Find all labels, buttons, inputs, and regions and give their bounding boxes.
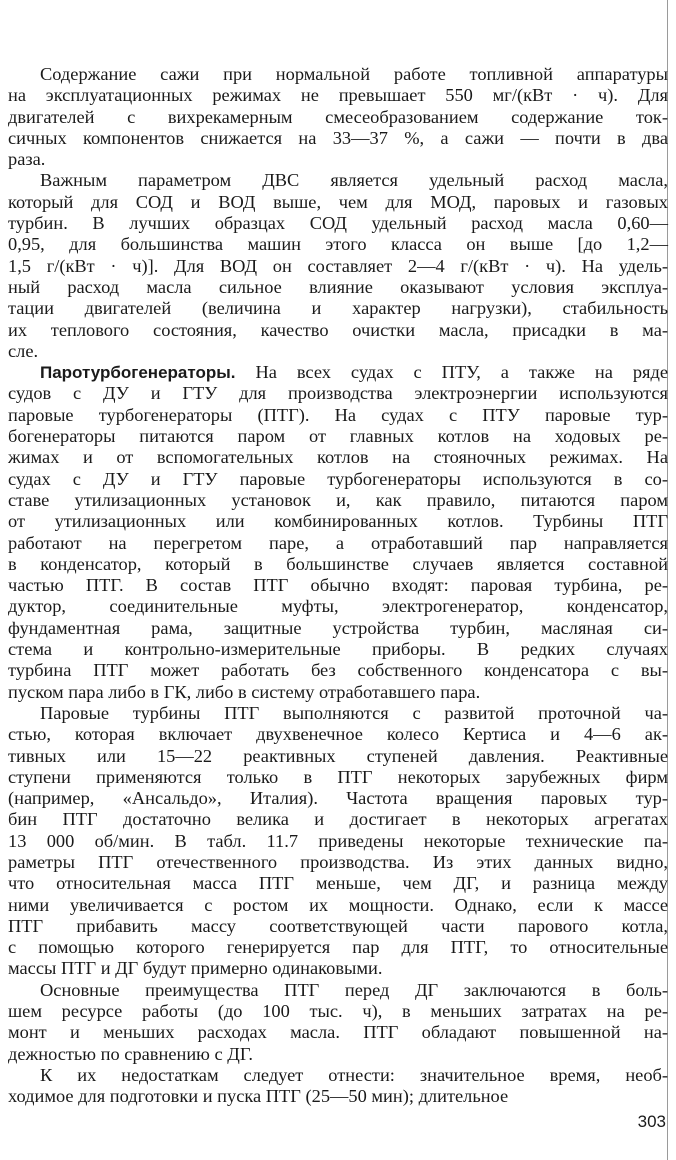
text-line: [8, 405, 668, 426]
line-text: ПТГ прибавить массу соответствующей части парового котла,: [8, 915, 668, 936]
text-line: [8, 447, 668, 468]
line-text: На всех судах с ПТУ, а также на ряде: [235, 362, 668, 383]
text-line: [8, 341, 668, 362]
line-text: работают на перегретом паре, а отработавший пар направляется: [8, 532, 668, 553]
line-text: сичных компонентов снижается на 33—37 %, а сажи — почти в два: [8, 127, 668, 148]
line-text: раза.: [8, 149, 46, 170]
text-line: [8, 362, 668, 383]
text-line: [8, 192, 668, 213]
text-line: [8, 788, 668, 809]
text-line: [8, 234, 668, 255]
line-text: судов с ДУ и ГТУ для производства электроэнергии используются: [8, 383, 668, 404]
line-text: Содержание сажи при нормальной работе топливной аппаратуры: [40, 64, 668, 84]
line-text: (например, «Ансальдо», Италия). Частота вращения паровых тур-: [8, 788, 668, 809]
text-line: [8, 767, 668, 788]
line-text: 1,5 г/(кВт · ч)]. Для ВОД он составляет 2—4 г/(кВт · ч). На удель-: [8, 255, 668, 276]
text-line: [8, 1022, 668, 1043]
paragraph: [8, 170, 668, 362]
line-text: бин ПТГ достаточно велика и достигает в некоторых агрегатах: [8, 809, 668, 830]
text-line: [8, 298, 668, 319]
text-line: [8, 958, 668, 979]
text-line: [8, 511, 668, 532]
text-line: [8, 639, 668, 660]
text-line: [8, 703, 668, 724]
line-text: Паровые турбины ПТГ выполняются с развитой проточной ча-: [40, 702, 668, 723]
line-text: от утилизационных или комбинированных котлов. Турбины ПТГ: [8, 511, 668, 532]
text-line: [8, 596, 668, 617]
line-text: ними увеличивается с ростом их мощности. Однако, если к массе: [8, 894, 668, 915]
text-line: [8, 383, 668, 404]
line-text: их теплового состояния, качество очистки масла, присадки в ма-: [8, 319, 668, 340]
line-text: с помощью которого генерируется пар для ПТГ, то относительные: [8, 937, 668, 958]
line-text: который для СОД и ВОД выше, чем для МОД, паровых и газовых: [8, 191, 668, 212]
paragraph-heading: Паротурбогенераторы.: [40, 363, 236, 383]
line-text: пуском пара либо в ГК, либо в систему отработавшего пара.: [8, 681, 481, 702]
text-line: [8, 1086, 668, 1107]
text-line: [8, 980, 668, 1001]
text-line: [8, 575, 668, 596]
line-text: судах с ДУ и ГТУ паровые турбогенераторы используются в со-: [8, 468, 668, 489]
line-text: шем ресурсе работы (до 100 тыс. ч), в меньших затратах на ре-: [8, 1001, 668, 1022]
text-line: [8, 149, 668, 170]
line-text: жимах и от вспомогательных котлов на стояночных режимах. На: [8, 447, 668, 468]
paragraph: [8, 64, 668, 170]
line-text: Основные преимущества ПТГ перед ДГ заключаются в боль-: [40, 979, 668, 1000]
paragraph: [8, 703, 668, 980]
line-text: К их недостаткам следует отнести: значительное время, необ-: [40, 1064, 668, 1085]
line-text: ставе утилизационных установок и, как правило, питаются паром: [8, 489, 668, 510]
text-line: [8, 320, 668, 341]
line-text: частью ПТГ. В состав ПТГ обычно входят: паровая турбина, ре-: [8, 575, 668, 596]
text-line: [8, 533, 668, 554]
paragraph: [8, 1065, 668, 1108]
line-text: монт и меньших расходах масла. ПТГ обладают повышенной на-: [8, 1022, 668, 1043]
line-text: тации двигателей (величина и характер нагрузки), стабильность: [8, 298, 668, 319]
text-line: [8, 469, 668, 490]
paragraph: [8, 980, 668, 1065]
text-line: [8, 746, 668, 767]
line-text: ступени применяются только в ПТГ некоторых зарубежных фирм: [8, 766, 668, 787]
line-text: стема и контрольно-измерительные приборы. В редких случаях: [8, 639, 668, 660]
line-text: что относительная масса ПТГ меньше, чем ДГ, и разница между: [8, 873, 668, 894]
line-text: сле.: [8, 340, 39, 361]
text-line: [8, 937, 668, 958]
line-text: тивных или 15—22 реактивных ступеней давления. Реактивные: [8, 745, 668, 766]
line-text: дежностью по сравнению с ДГ.: [8, 1043, 253, 1064]
text-line: [8, 895, 668, 916]
text-line: [8, 873, 668, 894]
text-line: [8, 85, 668, 106]
line-text: дуктор, соединительные муфты, электрогенератор, конденсатор,: [8, 596, 668, 617]
text-line: [8, 809, 668, 830]
line-text: паровые турбогенераторы (ПТГ). На судах с ПТУ паровые тур-: [8, 404, 668, 425]
line-text: ходимое для подготовки и пуска ПТГ (25—50 мин); длительное: [8, 1086, 509, 1107]
paragraph: [8, 362, 668, 703]
line-text: фундаментная рама, защитные устройства турбин, масляная си-: [8, 617, 668, 638]
page-number: 303: [637, 1112, 666, 1131]
text-line: [8, 1001, 668, 1022]
line-text: турбина ПТГ может работать без собственного конденсатора с вы-: [8, 660, 668, 681]
text-line: [8, 831, 668, 852]
text-line: [8, 554, 668, 575]
text-line: [8, 852, 668, 873]
line-text: 13 000 об/мин. В табл. 11.7 приведены некоторые технические па-: [8, 830, 668, 851]
line-text: на эксплуатационных режимах не превышает 550 мг/(кВт · ч). Для: [8, 85, 668, 106]
line-text: раметры ПТГ отечественного производства. Из этих данных видно,: [8, 851, 668, 872]
line-text: в конденсатор, который в большинстве случаев является составной: [8, 553, 668, 574]
text-line: [8, 256, 668, 277]
text-line: [8, 618, 668, 639]
line-text: ный расход масла сильное влияние оказывают условия эксплуа-: [8, 276, 668, 297]
line-text: 0,95, для большинства машин этого класса он выше [до 1,2—: [8, 234, 668, 255]
text-line: [8, 660, 668, 681]
text-line: [8, 1044, 668, 1065]
line-text: стью, которая включает двухвенечное колесо Кертиса и 4—6 ак-: [8, 724, 668, 745]
line-text: богенераторы питаются паром от главных котлов на ходовых ре-: [8, 426, 668, 447]
line-text: двигателей с вихрекамерным смесеобразованием содержание ток-: [8, 106, 668, 127]
text-line: [8, 107, 668, 128]
text-line: [8, 277, 668, 298]
text-line: [8, 213, 668, 234]
text-line: [8, 682, 668, 703]
body-text: [8, 64, 668, 1108]
text-line: [8, 170, 668, 191]
text-line: [8, 724, 668, 745]
text-line: [8, 916, 668, 937]
line-text: массы ПТГ и ДГ будут примерно одинаковыми.: [8, 958, 383, 979]
line-text: Важным параметром ДВС является удельный расход масла,: [40, 170, 668, 191]
text-line: [8, 490, 668, 511]
text-line: [8, 128, 668, 149]
line-text: турбин. В лучших образцах СОД удельный расход масла 0,60—: [8, 213, 668, 234]
text-line: [8, 426, 668, 447]
text-line: [8, 1065, 668, 1086]
text-line: [8, 64, 668, 85]
